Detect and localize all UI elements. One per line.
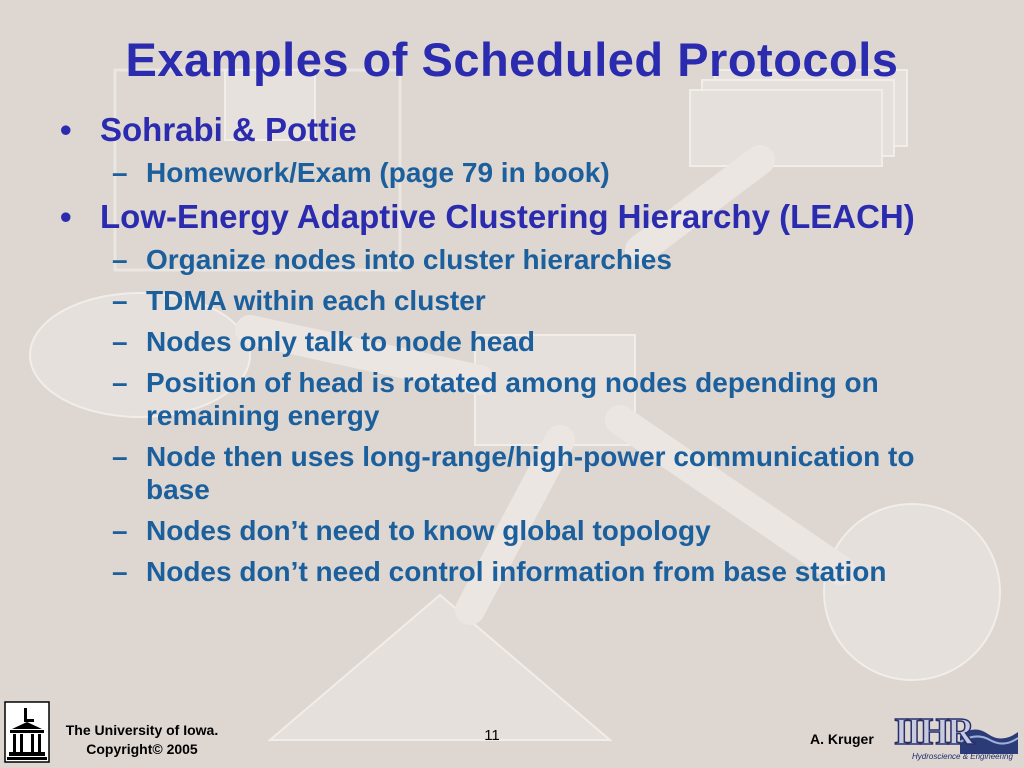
bullet-item bbox=[60, 197, 960, 237]
sub-bullet-text: Position of head is rotated among nodes depending on remaining energy bbox=[146, 367, 879, 431]
dash-marker: – bbox=[112, 244, 128, 275]
footer-institution bbox=[54, 721, 230, 759]
sub-bullet-item bbox=[60, 514, 960, 547]
sub-bullet-text: Homework/Exam (page 79 in book) bbox=[146, 157, 610, 188]
bullet-text: Low-Energy Adaptive Clustering Hierarchy (LEACH) bbox=[100, 198, 915, 235]
bullet-marker: • bbox=[60, 111, 72, 148]
sub-bullet-text: Nodes don’t need control information from base station bbox=[146, 556, 887, 587]
iihr-logo bbox=[894, 712, 1018, 764]
bullet-group-2 bbox=[60, 197, 960, 588]
page-number: 11 bbox=[484, 727, 500, 744]
sub-bullet-text: TDMA within each cluster bbox=[146, 285, 486, 316]
dash-marker: – bbox=[112, 515, 128, 546]
sub-bullet-item bbox=[60, 284, 960, 317]
sub-bullet-text: Nodes don’t need to know global topology bbox=[146, 515, 711, 546]
sub-bullet-text: Nodes only talk to node head bbox=[146, 326, 535, 357]
dash-marker: – bbox=[112, 441, 128, 472]
bullet-marker: • bbox=[60, 198, 72, 235]
sub-bullet-item bbox=[60, 156, 960, 189]
sub-bullet-item bbox=[60, 325, 960, 358]
iihr-logo-text: IIHR bbox=[894, 711, 973, 753]
dash-marker: – bbox=[112, 157, 128, 188]
dash-marker: – bbox=[112, 285, 128, 316]
author-name: A. Kruger bbox=[810, 731, 874, 747]
university-logo-icon bbox=[4, 701, 50, 763]
dash-marker: – bbox=[112, 326, 128, 357]
bullet-group-1 bbox=[60, 110, 960, 189]
sub-bullet-item bbox=[60, 555, 960, 588]
footer-copyright: Copyright© 2005 bbox=[86, 741, 198, 757]
dash-marker: – bbox=[112, 556, 128, 587]
sub-bullet-text: Node then uses long-range/high-power communication to base bbox=[146, 441, 915, 505]
sub-bullet-text: Organize nodes into cluster hierarchies bbox=[146, 244, 672, 275]
sub-bullet-item bbox=[60, 366, 960, 432]
slide-title: Examples of Scheduled Protocols bbox=[125, 33, 899, 86]
bullet-text: Sohrabi & Pottie bbox=[100, 111, 357, 148]
footer-institution-line1: The University of Iowa. bbox=[65, 722, 219, 738]
sub-bullet-item bbox=[60, 243, 960, 276]
dash-marker: – bbox=[112, 367, 128, 398]
slide-body bbox=[60, 110, 960, 596]
bullet-item bbox=[60, 110, 960, 150]
iihr-logo-subtitle: Hydroscience & Engineering bbox=[912, 752, 1013, 761]
sub-bullet-item bbox=[60, 440, 960, 506]
